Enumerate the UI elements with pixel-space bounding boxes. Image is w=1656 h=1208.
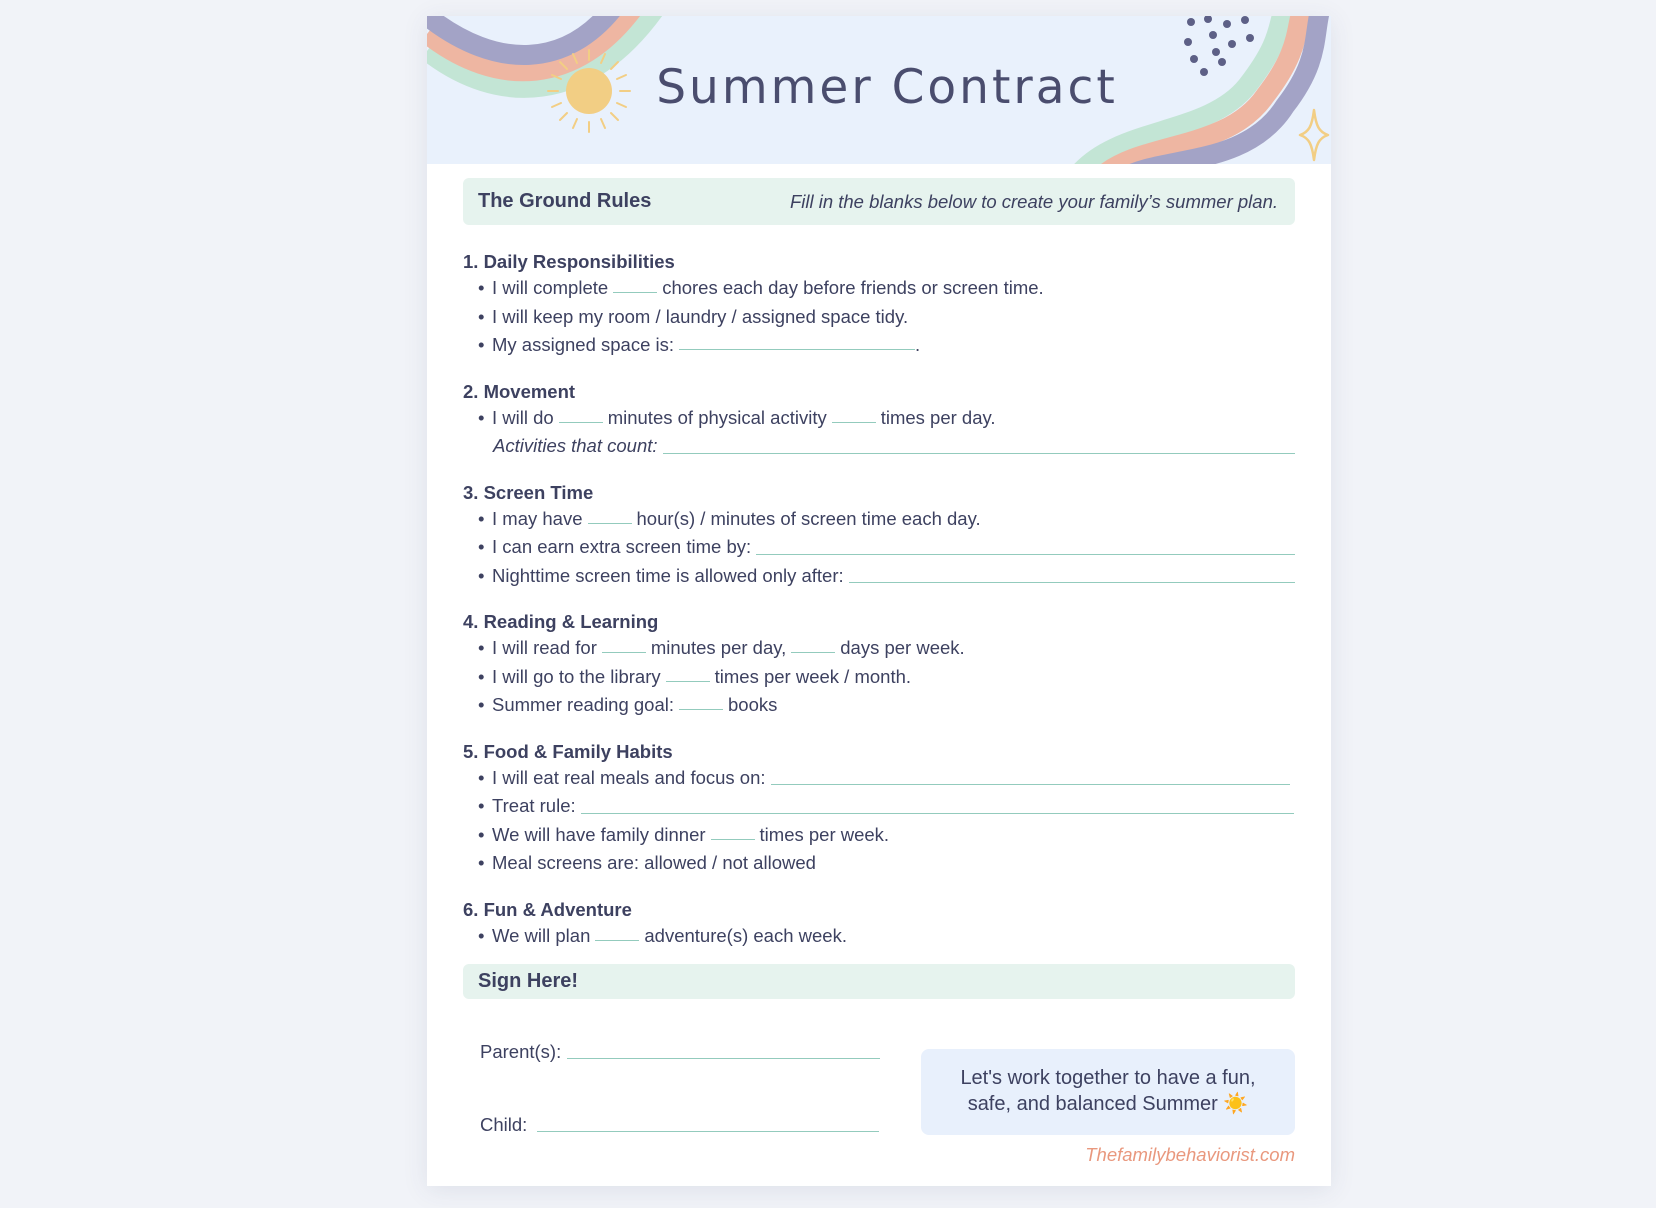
nighttime-blank[interactable] [849, 582, 1295, 583]
sparkle-icon [1297, 108, 1331, 162]
section-title: 4. Reading & Learning [463, 611, 659, 632]
list-item: • We will plan adventure(s) each week. [463, 922, 1295, 951]
list-item: • My assigned space is: . [463, 331, 1295, 360]
ground-rules-bar [463, 178, 1295, 225]
section-daily-responsibilities [463, 249, 1295, 360]
list-item: • We will have family dinner times per week. [463, 821, 1295, 850]
list-item: • Meal screens are: allowed / not allowed [463, 849, 1295, 878]
parent-signature-row [480, 1041, 880, 1063]
sun-icon [544, 46, 634, 136]
section-title: 1. Daily Responsibilities [463, 251, 675, 272]
list-item [463, 432, 1295, 461]
section-title: 3. Screen Time [463, 481, 594, 503]
item-text: times per week. [759, 823, 890, 845]
item-text: Activities that count: [493, 435, 658, 456]
item-text: I may have [492, 507, 583, 529]
child-signature-row [480, 1114, 879, 1136]
item-text: adventure(s) each week. [644, 924, 847, 946]
item-text: minutes per day, [650, 637, 787, 658]
item-text: My assigned space is: [492, 334, 675, 355]
note-line: Let's work together to have a fun, [960, 1067, 1256, 1089]
item-text: I will do [492, 406, 554, 428]
hours-blank[interactable] [588, 523, 632, 524]
item-text: Summer reading goal: [492, 694, 675, 715]
treat-rule-blank[interactable] [581, 813, 1294, 814]
item-text: chores each day before friends or screen time. [662, 277, 1044, 298]
meals-focus-blank[interactable] [771, 784, 1290, 785]
contract-sheet [427, 16, 1331, 1186]
item-text: Nighttime screen time is allowed only after: [492, 564, 844, 586]
item-text: Treat rule: [492, 795, 576, 816]
item-text: Meal screens are: allowed / not allowed [492, 852, 816, 873]
read-minutes-blank[interactable] [602, 652, 646, 653]
family-dinner-blank[interactable] [711, 839, 755, 840]
section-screen-time [463, 480, 1295, 591]
item-text: hour(s) / minutes of screen time each day. [636, 507, 981, 529]
child-label: Child: [480, 1114, 528, 1135]
item-text: I can earn extra screen time by: [492, 536, 752, 557]
section-movement [463, 379, 1295, 461]
item-text: I will go to the library [492, 665, 661, 687]
adventures-blank[interactable] [595, 940, 639, 941]
section-title: 6. Fun & Adventure [463, 898, 632, 920]
item-text: We will have family dinner [492, 823, 706, 845]
item-text: times per week / month. [714, 665, 912, 687]
item-text: I will eat real meals and focus on: [492, 766, 766, 788]
contract-content [463, 178, 1295, 1175]
section-title: 5. Food & Family Habits [463, 740, 673, 762]
parent-label: Parent(s): [480, 1041, 562, 1062]
sign-here-bar [463, 964, 1295, 999]
list-item: • I will keep my room / laundry / assigned space tidy. [463, 303, 1295, 332]
item-text: books [728, 694, 778, 715]
library-blank[interactable] [666, 681, 710, 682]
section-title: 2. Movement [463, 380, 576, 402]
section-fun-adventure [463, 897, 1295, 951]
item-text: . [915, 334, 921, 355]
earn-screen-time-blank[interactable] [756, 554, 1295, 555]
dots-decoration [1182, 16, 1262, 86]
times-blank[interactable] [832, 422, 876, 423]
child-signature-line[interactable] [537, 1131, 879, 1132]
list-item: • I will go to the library times per week / month. [463, 663, 1295, 692]
item-text: minutes of physical activity [607, 406, 827, 428]
ground-rules-heading: The Ground Rules [478, 190, 652, 212]
sign-here-heading: Sign Here! [478, 970, 579, 992]
section-food-family [463, 739, 1295, 878]
parent-signature-line[interactable] [567, 1058, 880, 1059]
note-line: safe, and balanced Summer ☀️ [967, 1093, 1249, 1115]
list-item: • I will complete chores each day before friends or screen time. [463, 274, 1295, 303]
chores-blank[interactable] [613, 292, 657, 293]
header-banner [427, 16, 1331, 164]
item-text: I will complete [492, 277, 609, 298]
section-reading-learning [463, 609, 1295, 720]
list-item: • I will read for minutes per day, days per week. [463, 634, 1295, 663]
list-item: • Treat rule: [463, 792, 1295, 821]
item-text: I will keep my room / laundry / assigned space tidy. [492, 305, 909, 327]
list-item: • Nighttime screen time is allowed only after: [463, 562, 1295, 591]
minutes-blank[interactable] [559, 422, 603, 423]
encouragement-note [921, 1049, 1295, 1135]
list-item: • I will eat real meals and focus on: [463, 764, 1295, 793]
read-days-blank[interactable] [791, 652, 835, 653]
assigned-space-blank[interactable] [679, 349, 915, 350]
list-item: • I may have hour(s) / minutes of screen time each day. [463, 505, 1295, 534]
item-text: I will read for [492, 637, 597, 658]
item-text: times per day. [880, 406, 996, 428]
list-item: • Summer reading goal: books [463, 691, 1295, 720]
list-item: • I can earn extra screen time by: [463, 533, 1295, 562]
item-text: days per week. [840, 637, 965, 658]
activities-blank[interactable] [663, 453, 1295, 454]
item-text: We will plan [492, 924, 591, 946]
page-title: Summer Contract [656, 60, 1118, 115]
ground-rules-instruction: Fill in the blanks below to create your family’s summer plan. [789, 190, 1278, 212]
books-blank[interactable] [679, 709, 723, 710]
signature-area [463, 1015, 1295, 1175]
list-item: • I will do minutes of physical activity times per day. [463, 404, 1295, 433]
website-credit: Thefamilybehaviorist.com [1085, 1144, 1295, 1165]
